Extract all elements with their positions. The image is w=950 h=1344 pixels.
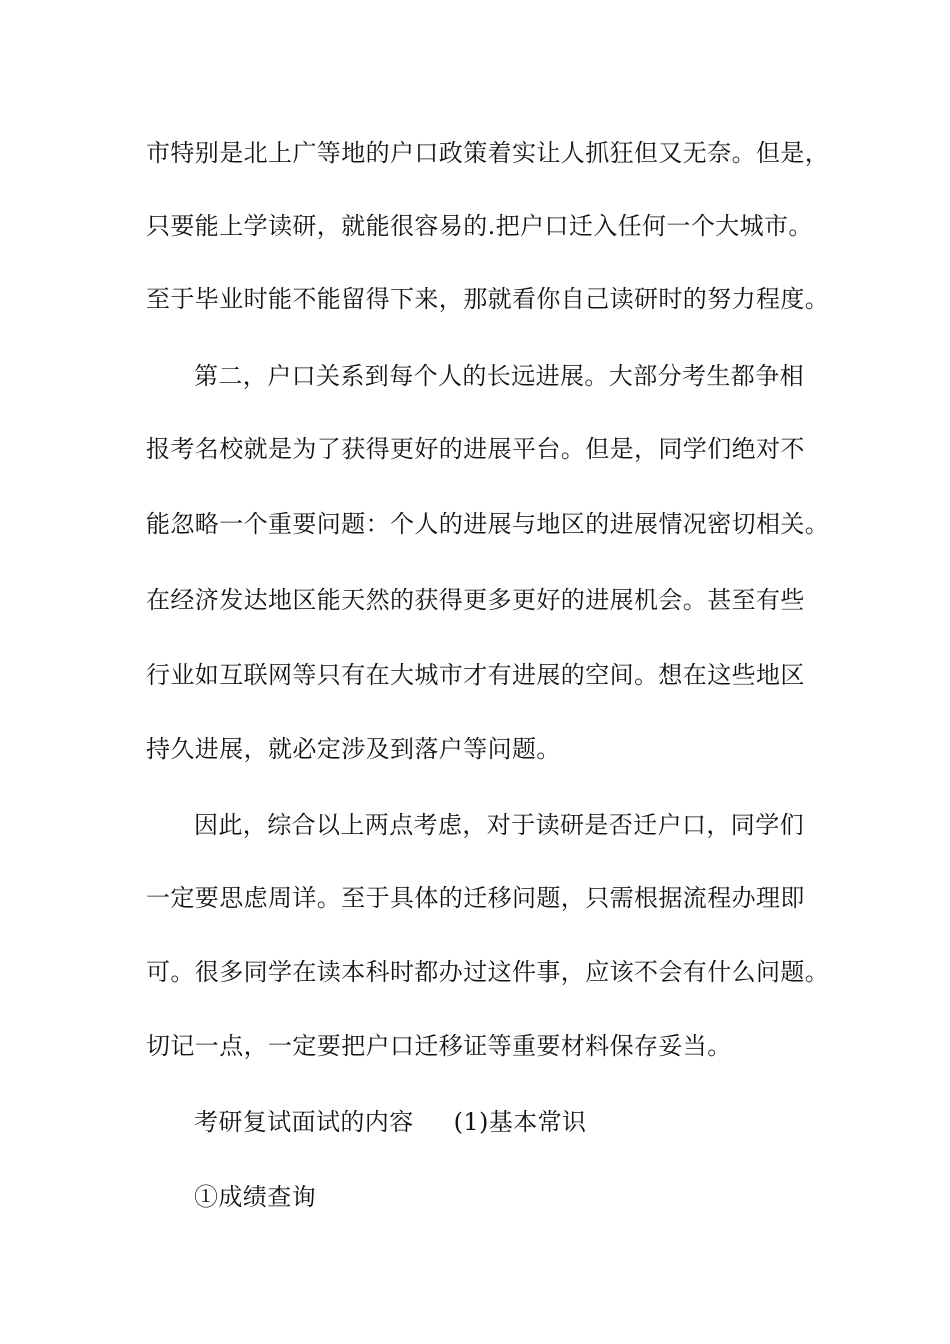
paragraph-line: 可。很多同学在读本科时都办过这件事，应该不会有什么问题。 (146, 958, 830, 986)
list-item: ①成绩查询 (194, 1183, 316, 1211)
paragraph-line: 市特别是北上广等地的户口政策着实让人抓狂但又无奈。但是， (146, 139, 830, 167)
paragraph-line: 因此，综合以上两点考虑，对于读研是否迁户口，同学们 (194, 811, 804, 839)
paragraph-line: 切记一点，一定要把户口迁移证等重要材料保存妥当。 (146, 1032, 732, 1060)
paragraph-line: 至于毕业时能不能留得下来，那就看你自己读研时的努力程度。 (146, 285, 830, 313)
paragraph-line: 报考名校就是为了获得更好的进展平台。但是，同学们绝对不 (146, 435, 805, 463)
paragraph-line: 第二，户口关系到每个人的长远进展。大部分考生都争相 (194, 362, 804, 390)
paragraph-line: 行业如互联网等只有在大城市才有进展的空间。想在这些地区 (146, 661, 805, 689)
paragraph-line: 持久进展，就必定涉及到落户等问题。 (146, 735, 561, 763)
paragraph-line: 只要能上学读研，就能很容易的.把户口迁入任何一个大城市。 (146, 212, 813, 240)
paragraph-line: 能忽略一个重要问题：个人的进展与地区的进展情况密切相关。 (146, 510, 830, 538)
paragraph-line: 一定要思虑周详。至于具体的迁移问题，只需根据流程办理即 (146, 884, 805, 912)
heading-title: 考研复试面试的内容 (194, 1108, 414, 1136)
section-heading (194, 1107, 586, 1137)
paragraph-line: 在经济发达地区能天然的获得更多更好的进展机会。甚至有些 (146, 586, 805, 614)
heading-subtitle: (1)基本常识 (453, 1108, 587, 1136)
